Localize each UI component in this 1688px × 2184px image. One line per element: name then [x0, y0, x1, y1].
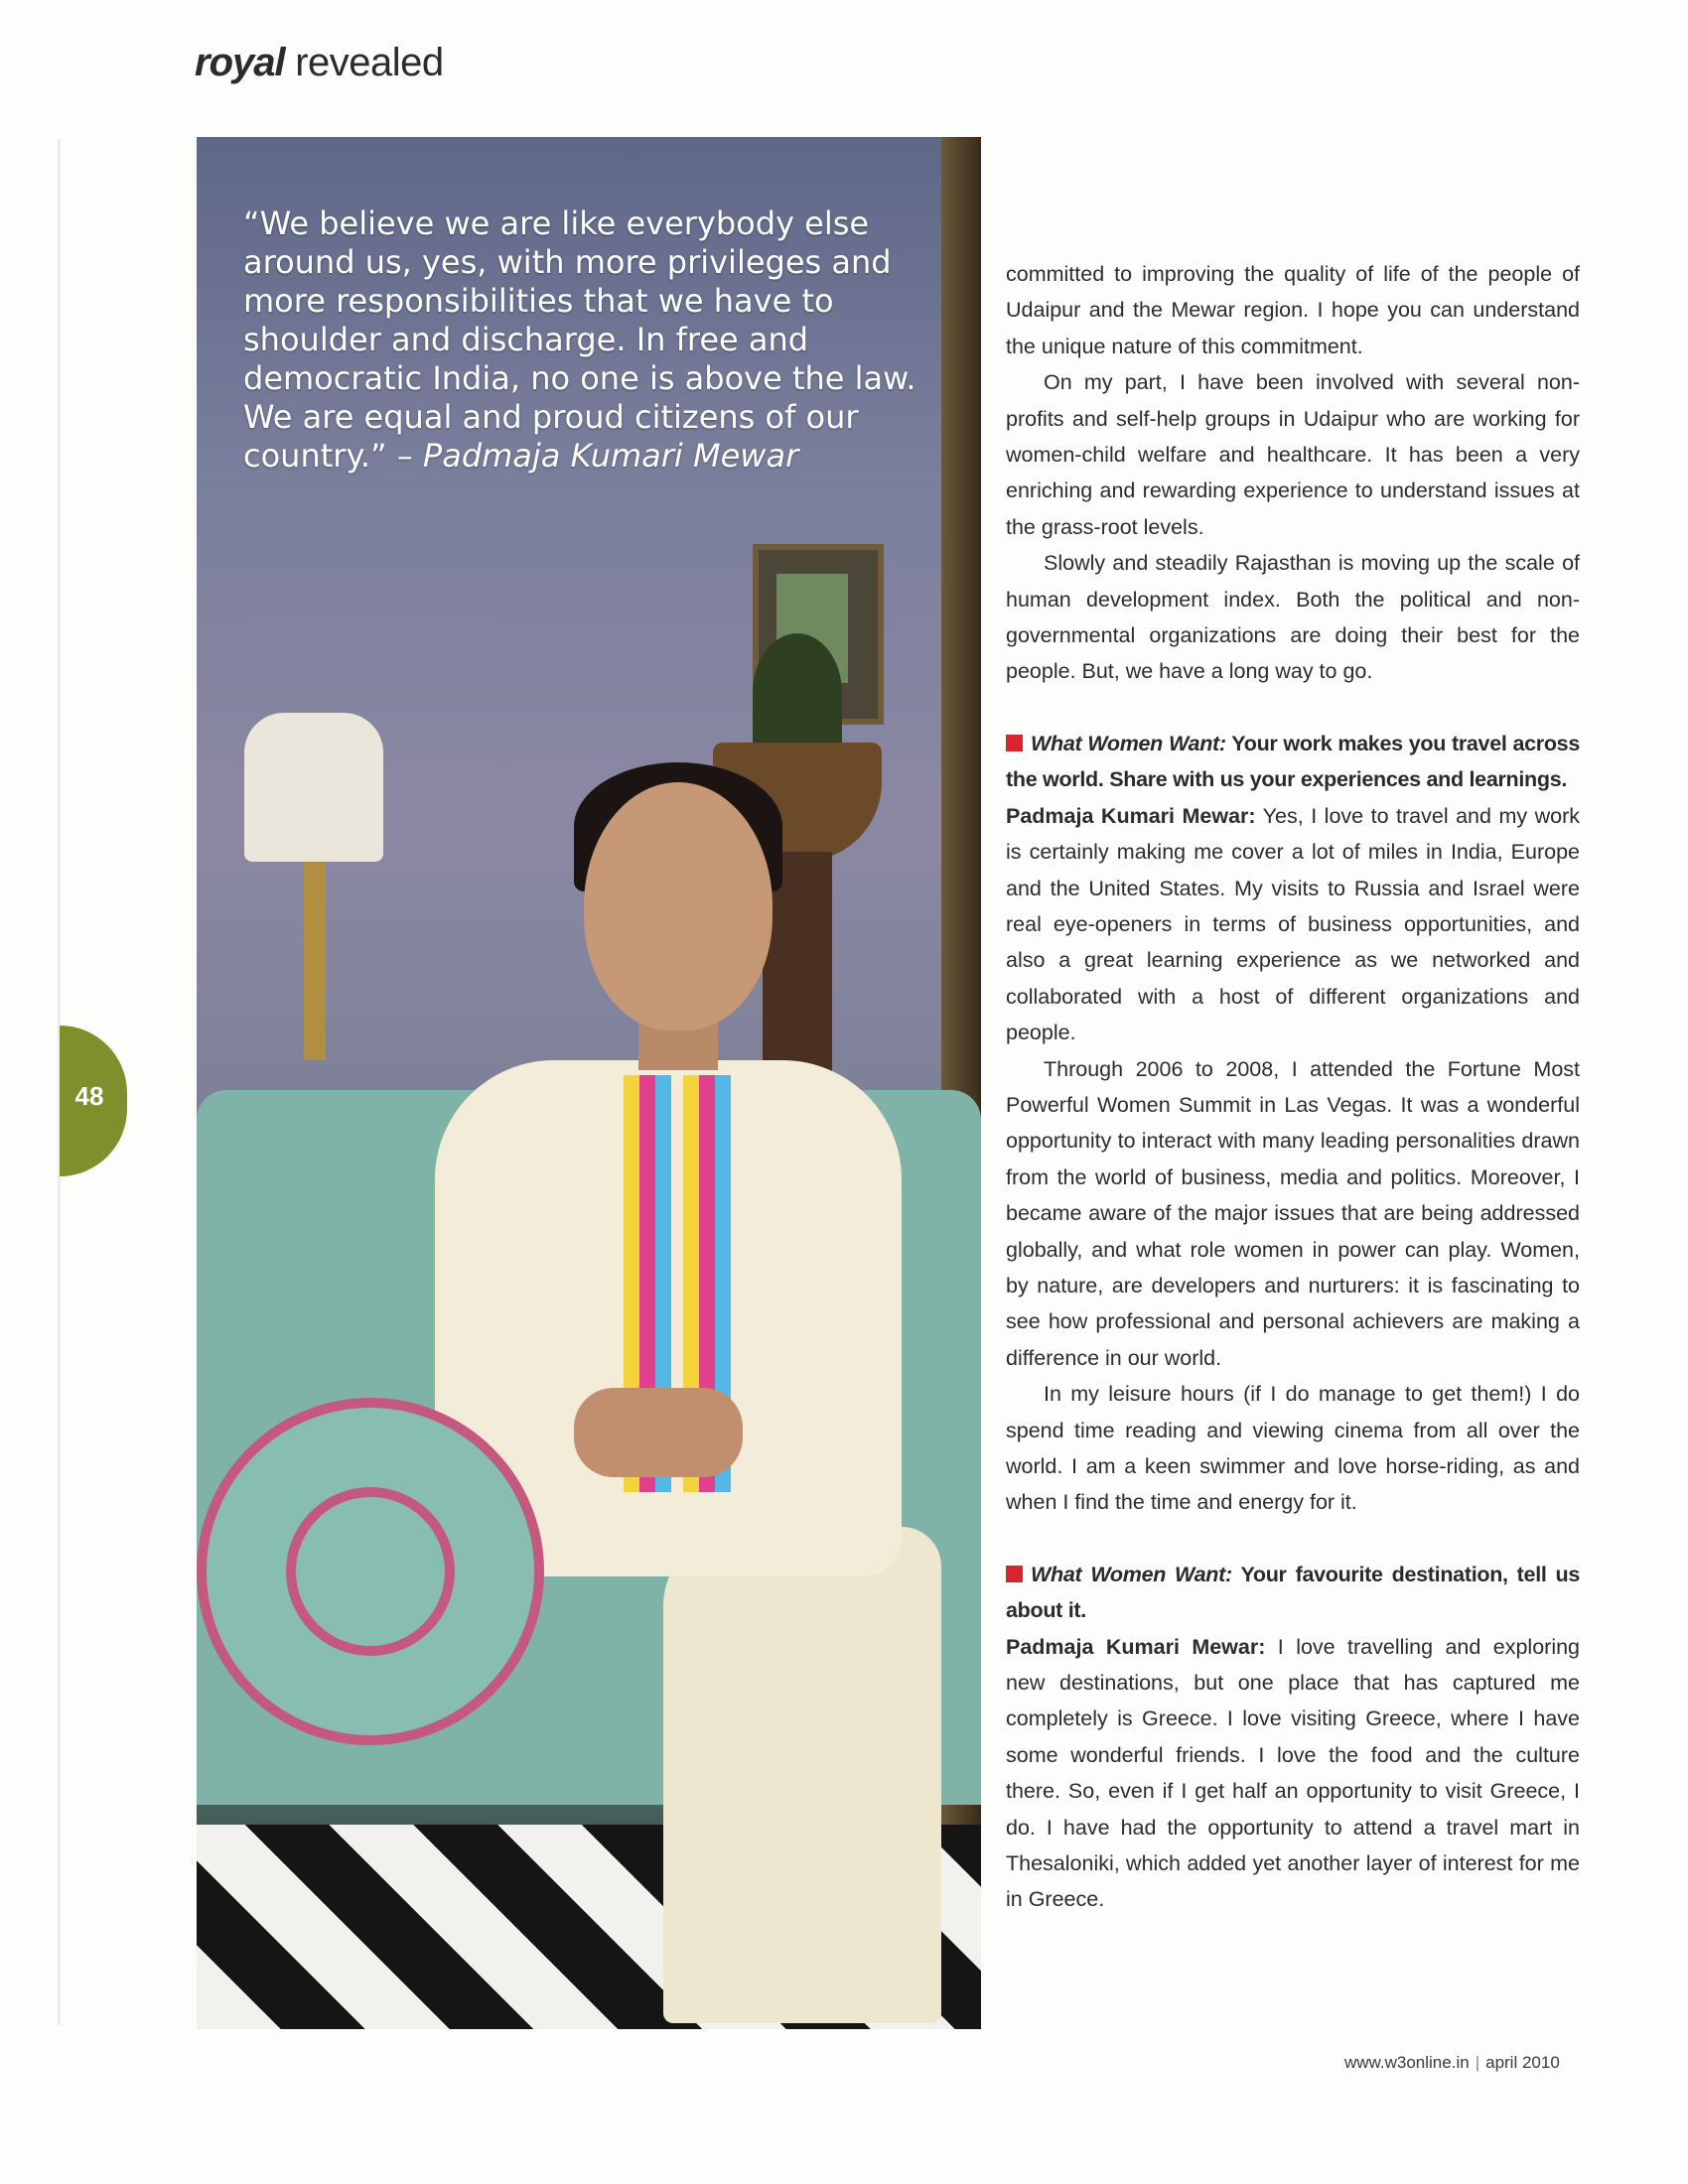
- question-lead: What Women Want:: [1031, 1562, 1232, 1586]
- article-paragraph: On my part, I have been involved with several non-profits and self-help groups in Udaipur who are working for women-child welfare and healthcare. It has been a very enriching and rewarding experience to understand issues at the grass-root levels.: [1006, 370, 1580, 539]
- article-paragraph: Slowly and steadily Rajasthan is moving up the scale of human development index. Both the political and non-governmental organizations are doing their best for the people. But, we have a long way to go.: [1006, 551, 1580, 684]
- article-paragraph: In my leisure hours (if I do manage to get them!) I do spend time reading and viewing cinema from all over the world. I am a keen swimmer and love horse-riding, as and when I find the time and energy for it.: [1006, 1382, 1580, 1515]
- magazine-header: [195, 38, 444, 87]
- pull-quote-attribution: Padmaja Kumari Mewar: [422, 437, 799, 475]
- subject-hands: [574, 1388, 743, 1477]
- subject-legs: [663, 1527, 941, 2023]
- interview-question: [1006, 726, 1580, 798]
- footer-website: www.w3online.in: [1344, 2053, 1470, 2072]
- article-column: [1006, 256, 1580, 1918]
- section-brand: royal: [195, 41, 285, 84]
- page-footer: [1344, 2053, 1560, 2073]
- interview-answer: [1006, 1629, 1580, 1918]
- lamp-shade: [244, 713, 383, 862]
- sofa-arm-scroll: [286, 1487, 455, 1656]
- pull-quote: [243, 205, 933, 476]
- interview-answer: [1006, 798, 1580, 1051]
- page-number: 48: [74, 1081, 104, 1111]
- question-marker-icon: [1006, 735, 1023, 751]
- qa-block: [1006, 726, 1580, 1521]
- footer-separator: |: [1475, 2053, 1480, 2072]
- potted-plant: [753, 633, 842, 752]
- answer-speaker: Padmaja Kumari Mewar:: [1006, 803, 1256, 828]
- section-title: revealed: [295, 41, 444, 84]
- pull-quote-text: “We believe we are like everybody else around us, yes, with more privileges and more responsibilities that we have to shoulder and discharge. In free and democratic India, no one is above the law. We are equal and proud citizens of our country.” –: [243, 205, 916, 475]
- question-text: Your work makes you travel across the world. Share with us your experiences and learnings.: [1006, 731, 1580, 792]
- question-marker-icon: [1006, 1566, 1023, 1582]
- answer-speaker: Padmaja Kumari Mewar:: [1006, 1634, 1266, 1659]
- article-paragraph: Through 2006 to 2008, I attended the Fortune Most Powerful Women Summit in Las Vegas. It was a wonderful opportunity to interact with many leading personalities drawn from the world of business, media and politics. Moreover, I became aware of the major issues that are being addressed globally, and what role women in power can play. Women, by nature, are developers and nurturers: it is fascinating to see how professional and personal achievers are making a difference in our world.: [1006, 1056, 1580, 1370]
- answer-text: Yes, I love to travel and my work is certainly making me cover a lot of miles in India, Europe and the United States. My visits to Russia and Israel were real eye-openers in terms of business opportunities, and also a great learning experience as we networked and collaborated with a host of different organizations and people.: [1006, 803, 1581, 1045]
- article-paragraph: committed to improving the quality of life of the people of Udaipur and the Mewar region. I hope you can understand the unique nature of this commitment.: [1006, 262, 1580, 358]
- answer-text: I love travelling and exploring new destinations, but one place that has captured me completely is Greece. I love visiting Greece, where I have some wonderful friends. I love the food and the culture there. So, even if I get half an opportunity to visit Greece, I do. I have had the opportunity to attend a travel mart in Thesaloniki, which added yet another layer of interest for me in Greece.: [1006, 1634, 1581, 1912]
- question-lead: What Women Want:: [1031, 731, 1226, 755]
- interview-question: [1006, 1557, 1580, 1629]
- question-text: Your favourite destination, tell us about it.: [1006, 1562, 1581, 1623]
- page-number-tab: [60, 1025, 127, 1176]
- lamp-stand: [304, 862, 326, 1060]
- footer-issue: april 2010: [1485, 2053, 1560, 2072]
- subject-face: [584, 782, 773, 1030]
- qa-block: [1006, 1557, 1580, 1918]
